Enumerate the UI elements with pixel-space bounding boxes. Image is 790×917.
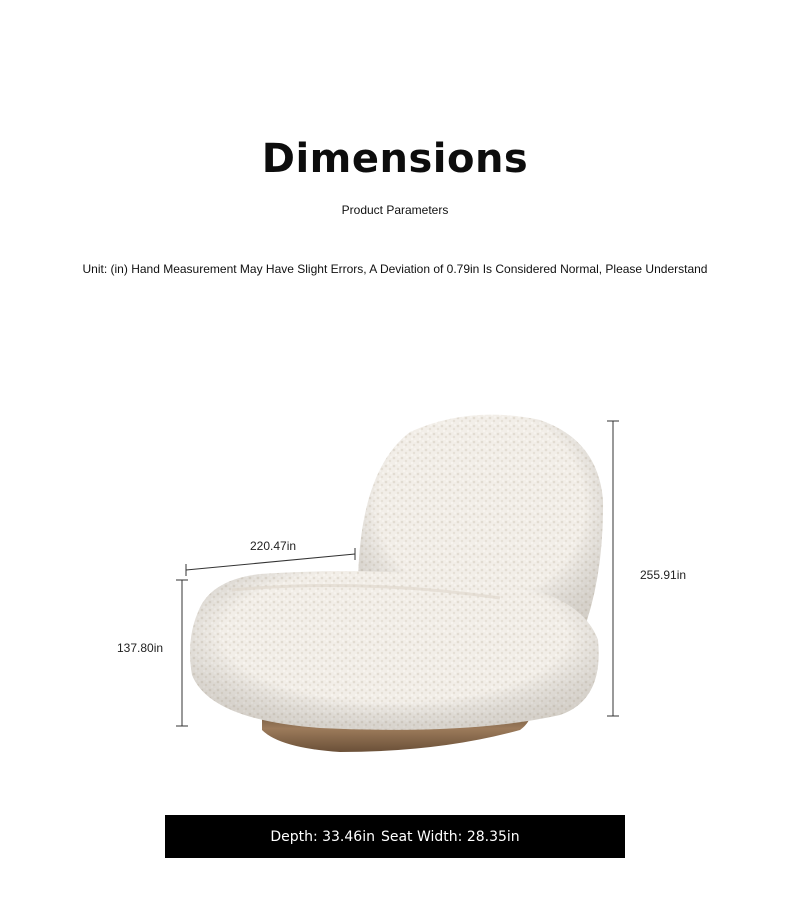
measurement-note: Unit: (in) Hand Measurement May Have Slight Errors, A Deviation of 0.79in Is Considered Normal, Please Understand (82, 262, 708, 276)
seat-height-dimension-line (176, 580, 188, 726)
depth-spec: Depth: 33.46in (270, 828, 375, 845)
specs-bar (165, 815, 625, 858)
seat-height-label: 137.80in (117, 641, 164, 655)
page-subtitle: Product Parameters (341, 203, 449, 217)
height-label: 255.91in (640, 568, 687, 582)
seat-width-spec: Seat Width: 28.35in (380, 828, 520, 845)
page-title: Dimensions (261, 136, 529, 182)
width-label: 220.47in (250, 539, 297, 553)
height-dimension-line (607, 421, 619, 716)
